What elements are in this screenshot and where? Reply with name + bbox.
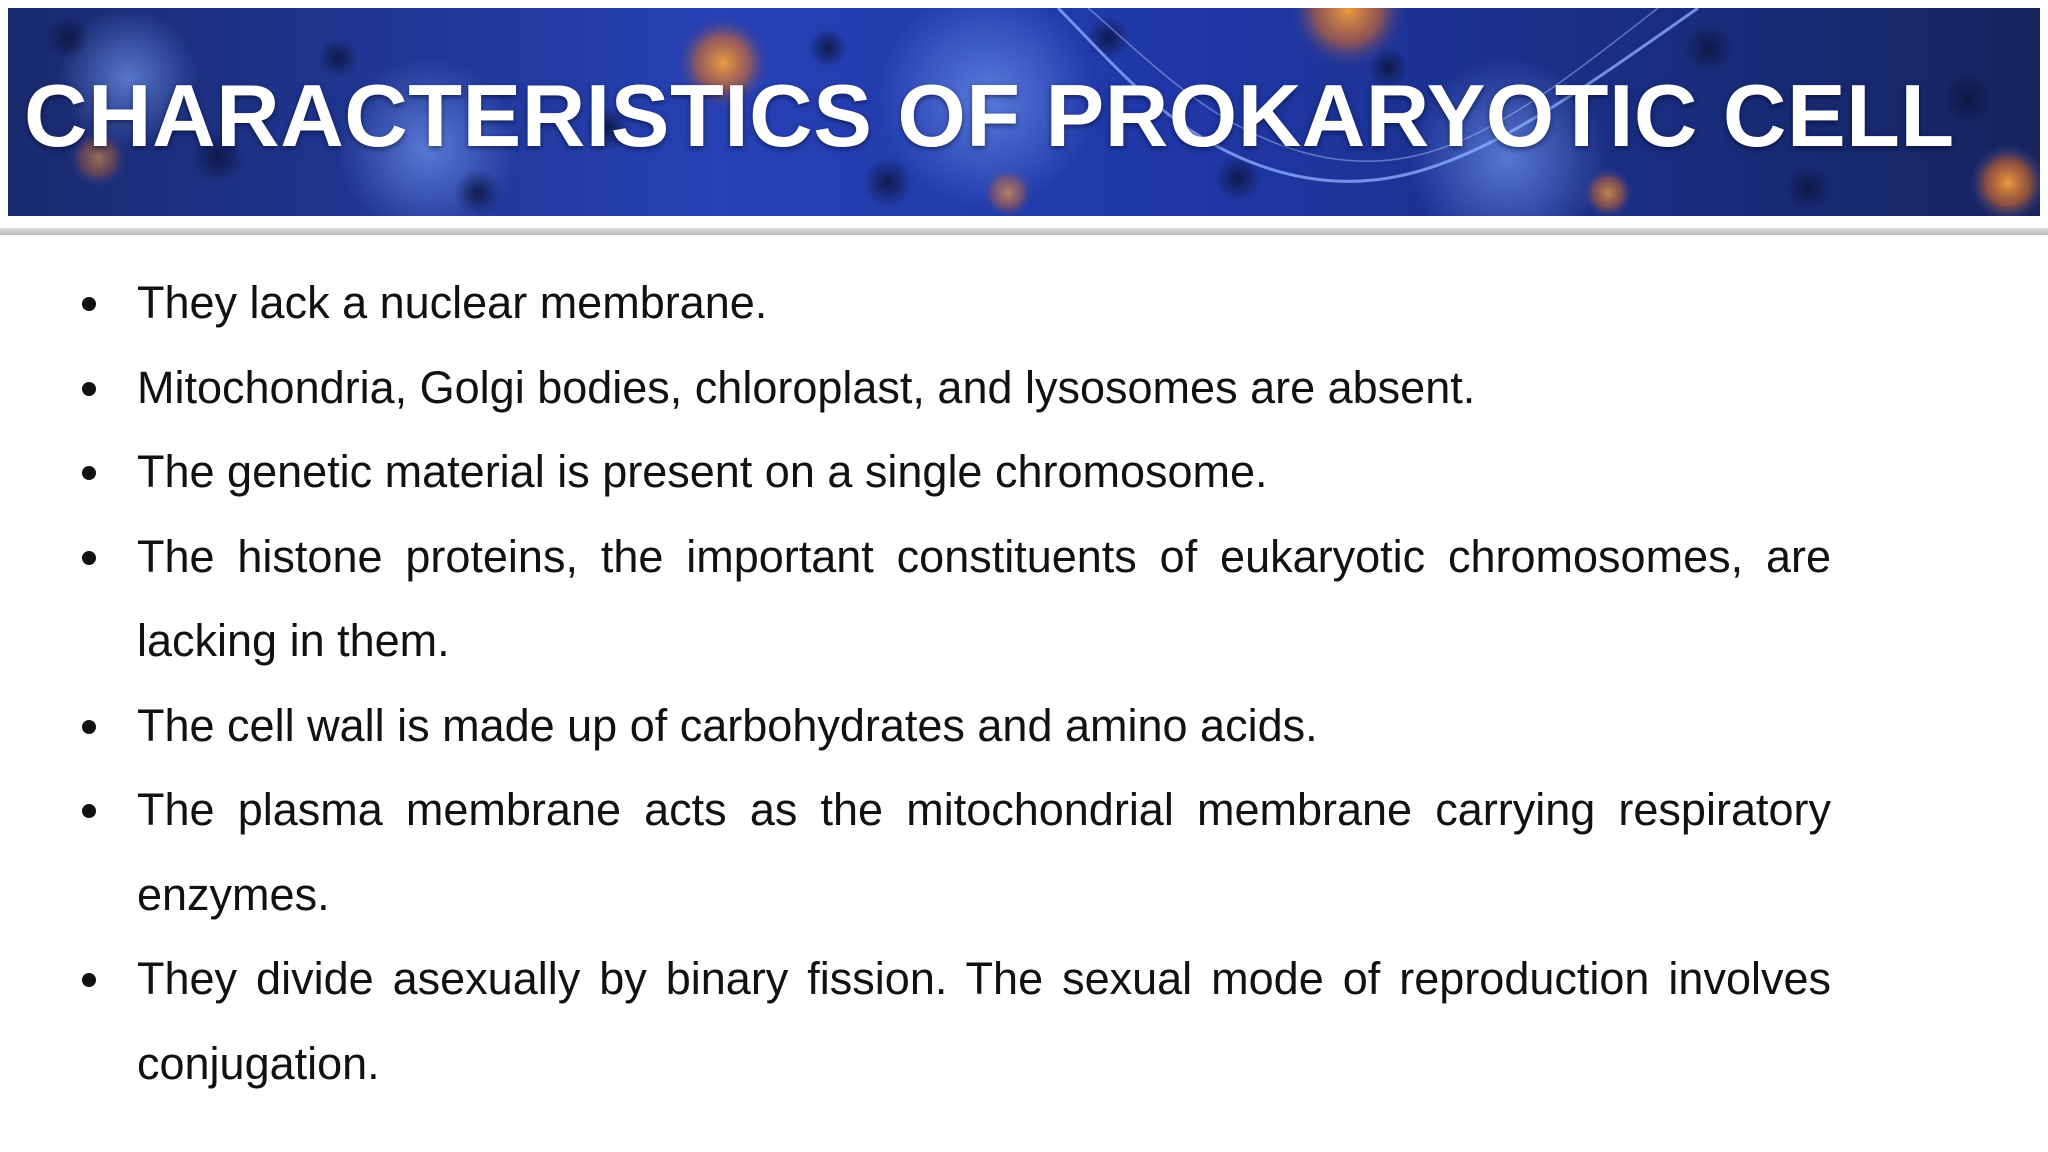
bullet-item (0, 937, 1831, 1106)
bullet-point-icon (82, 551, 96, 565)
title-banner (8, 8, 2040, 216)
bullet-point-icon (82, 466, 96, 480)
bullet-text: Mitochondria, Golgi bodies, chloroplast, and lysosomes are absent. (137, 361, 1476, 413)
bullet-point-icon (82, 382, 96, 396)
bullet-item (0, 261, 1831, 346)
bullet-text: They divide asexually by binary fission. The sexual mode of reproduction involves conjugation. (137, 953, 1831, 1089)
slide-title: CHARACTERISTICS OF PROKARYOTIC CELL (24, 66, 1955, 165)
bullet-point-icon (82, 804, 96, 818)
bullet-point-icon (82, 720, 96, 734)
bullet-text: The plasma membrane acts as the mitochondrial membrane carrying respiratory enzymes. (137, 784, 1831, 920)
bullet-point-icon (82, 297, 96, 311)
bullet-item (0, 684, 1831, 769)
bullet-point-icon (82, 973, 96, 987)
bullet-text: The cell wall is made up of carbohydrates and amino acids. (137, 699, 1318, 751)
bullet-item (0, 430, 1831, 515)
bullet-item (0, 515, 1831, 684)
banner-divider (0, 228, 2048, 235)
bullet-text: They lack a nuclear membrane. (137, 277, 768, 328)
bullet-text: The genetic material is present on a single chromosome. (137, 446, 1268, 497)
bullet-item (0, 768, 1831, 937)
bullet-list (0, 261, 2048, 1106)
bullet-text: The histone proteins, the important constituents of eukaryotic chromosomes, are lacking in them. (137, 530, 1831, 666)
bullet-item (0, 346, 1831, 431)
